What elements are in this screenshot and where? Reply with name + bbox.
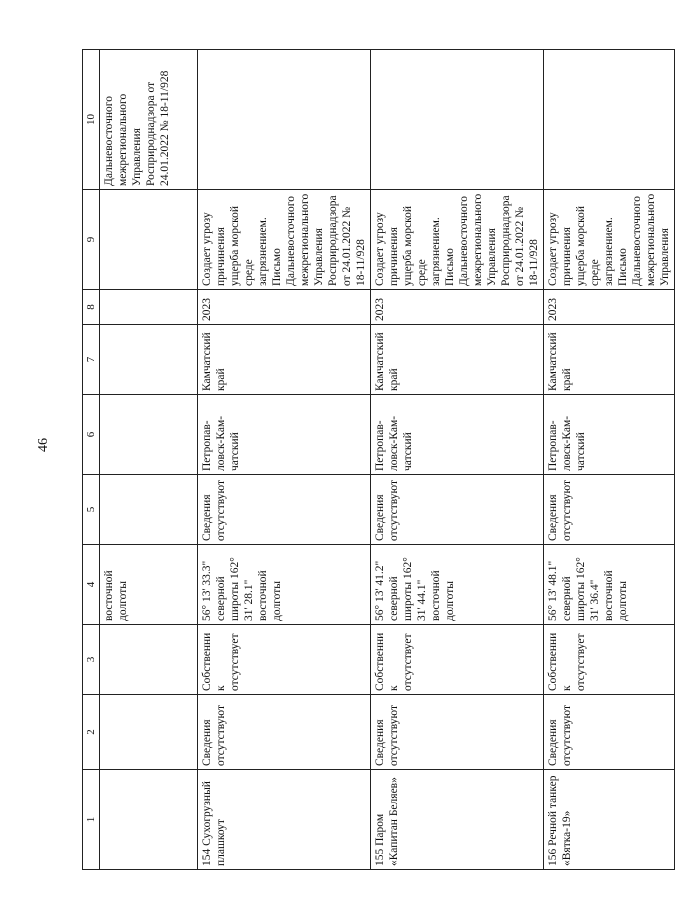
cell-year: 2023 xyxy=(371,290,544,325)
cell-city: Петропав-ловск-Кам-чатский xyxy=(371,395,544,475)
cell-vessel xyxy=(544,770,675,870)
column-number-row xyxy=(83,50,100,870)
continuation-row xyxy=(100,50,198,870)
header-cell-9: 9 xyxy=(83,190,100,290)
cell-coordinates: 56° 13' 33.3" северной широты 162° 31' 28.1" восточной долготы xyxy=(198,545,371,625)
cell-empty xyxy=(100,325,198,395)
table-row xyxy=(544,50,675,870)
header-cell-5: 5 xyxy=(83,475,100,545)
cell-empty xyxy=(100,770,198,870)
cell-region: Камчатский край xyxy=(371,325,544,395)
cell-vessel xyxy=(198,770,371,870)
cell-coordinates: восточной долготы xyxy=(100,545,198,625)
cell-coordinates: 56° 13' 48.1" северной широты 162° 31' 36.4" восточной долготы xyxy=(544,545,675,625)
table-row xyxy=(198,50,371,870)
row-number: 156 xyxy=(547,848,559,866)
cell-city: Петропав-ловск-Кам-чатский xyxy=(198,395,371,475)
cell-empty xyxy=(100,395,198,475)
row-number: 154 xyxy=(201,848,213,866)
table-row xyxy=(371,50,544,870)
cell-basis: Создает угрозу причинения ущерба морской среде загрязнением. Письмо Дальневосточного межрегионального Управления Росприроднадзора от 24.01.2022 № 18-11/928 xyxy=(198,190,371,290)
header-cell-3: 3 xyxy=(83,625,100,695)
cell-info: Сведения отсутствуют xyxy=(198,695,371,770)
cell-region: Камчатский край xyxy=(544,325,675,395)
vessel-name: Речной танкер «Вятка-19» xyxy=(547,775,573,866)
cell-empty xyxy=(371,50,544,190)
cell-basis: Дальневосточного межрегионального Управления Росприроднадзора от 24.01.2022 № 18-11/928 xyxy=(100,50,198,190)
page-number: 46 xyxy=(36,438,51,452)
header-cell-2: 2 xyxy=(83,695,100,770)
cell-info: Сведения отсутствуют xyxy=(371,695,544,770)
cell-vessel xyxy=(371,770,544,870)
vessel-name: Паром «Капитан Беляев» xyxy=(374,777,400,866)
cell-city: Петропав-ловск-Кам-чатский xyxy=(544,395,675,475)
cell-empty xyxy=(100,190,198,290)
cell-owner: Собственник отсутствует xyxy=(544,625,675,695)
header-cell-1: 1 xyxy=(83,770,100,870)
cell-region: Камчатский край xyxy=(198,325,371,395)
row-number: 155 xyxy=(374,848,386,866)
cell-owner: Собственник отсутствует xyxy=(198,625,371,695)
registry-table xyxy=(82,49,675,870)
header-cell-8: 8 xyxy=(83,290,100,325)
cell-empty xyxy=(100,290,198,325)
cell-info: Сведения отсутствуют xyxy=(371,475,544,545)
cell-info: Сведения отсутствуют xyxy=(198,475,371,545)
header-cell-6: 6 xyxy=(83,395,100,475)
vessel-name: Сухогрузный плашкоут xyxy=(201,781,227,866)
cell-owner: Собственник отсутствует xyxy=(371,625,544,695)
header-cell-7: 7 xyxy=(83,325,100,395)
cell-empty xyxy=(100,695,198,770)
header-cell-4: 4 xyxy=(83,545,100,625)
cell-empty xyxy=(544,50,675,190)
cell-basis: Создает угрозу причинения ущерба морской среде загрязнением. Письмо Дальневосточного межрегионального Управления xyxy=(544,190,675,290)
cell-info: Сведения отсутствуют xyxy=(544,475,675,545)
cell-info: Сведения отсутствуют xyxy=(544,695,675,770)
cell-empty xyxy=(198,50,371,190)
cell-coordinates: 56° 13' 41.2" северной широты 162° 31' 44.1" восточной долготы xyxy=(371,545,544,625)
cell-empty xyxy=(100,625,198,695)
cell-empty xyxy=(100,475,198,545)
header-cell-10: 10 xyxy=(83,50,100,190)
cell-basis: Создает угрозу причинения ущерба морской среде загрязнением. Письмо Дальневосточного межрегионального Управления Росприроднадзора от 24.01.2022 № 18-11/928 xyxy=(371,190,544,290)
cell-year: 2023 xyxy=(198,290,371,325)
cell-year: 2023 xyxy=(544,290,675,325)
rotated-table-container xyxy=(82,50,671,870)
